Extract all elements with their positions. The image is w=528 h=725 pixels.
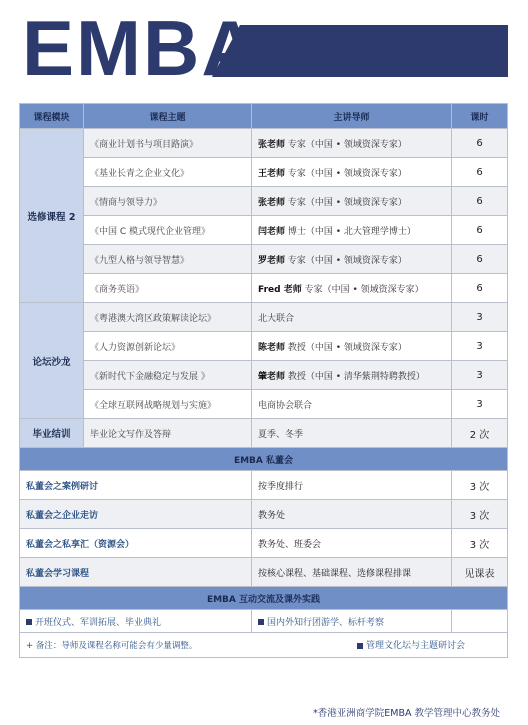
activities-heading: EMBA 互动交流及课外实践	[20, 587, 508, 610]
club-item-name: 私董会学习课程	[20, 558, 252, 587]
course-hours: 6	[452, 129, 508, 158]
lecturer-title: 北大联合	[258, 313, 295, 324]
square-bullet-icon	[258, 619, 264, 625]
course-topic: 《情商与领导力》	[84, 187, 252, 216]
lecturer-title: 教授（中国 • 领域资深专家）	[287, 342, 407, 353]
course-hours: 6	[452, 158, 508, 187]
club-item-count: 见课表	[452, 558, 508, 587]
lecturer-title: 专家（中国 • 领域资深专家）	[304, 284, 424, 295]
club-item-name: 私董会之私享汇（资源会）	[20, 529, 252, 558]
club-heading: EMBA 私董会	[20, 448, 508, 471]
table-row	[20, 274, 508, 303]
course-hours: 2 次	[452, 419, 508, 448]
note-text: + 备注：导师及课程名称可能会有少量调整。	[20, 633, 508, 658]
group-forum: 论坛沙龙	[20, 303, 84, 419]
lecturer-name: Fred 老师	[258, 284, 302, 295]
table-row	[20, 245, 508, 274]
lecturer-cell	[252, 187, 452, 216]
table-row	[20, 361, 508, 390]
activities-row	[20, 610, 508, 633]
lecturer-name: 陈老师	[258, 342, 286, 353]
activity-item	[452, 610, 508, 633]
lecturer-cell	[252, 129, 452, 158]
table-row	[20, 558, 508, 587]
table-row	[20, 158, 508, 187]
course-hours: 6	[452, 245, 508, 274]
course-topic: 《商业计划书与项目路演》	[84, 129, 252, 158]
course-hours: 6	[452, 187, 508, 216]
table-row	[20, 332, 508, 361]
header-lecturer: 主讲导师	[252, 104, 452, 129]
course-topic: 毕业论文写作及答辩	[84, 419, 252, 448]
footer-credit: *香港亚洲商学院EMBA 教学管理中心教务处	[313, 708, 500, 719]
lecturer-title: 专家（中国 • 领域资深专家）	[287, 197, 407, 208]
course-topic: 《中国 C 模式现代企业管理》	[84, 216, 252, 245]
club-item-count: 3 次	[452, 529, 508, 558]
header-hours: 课时	[452, 104, 508, 129]
table-row	[20, 129, 508, 158]
club-item-detail: 按季度排行	[252, 471, 452, 500]
lecturer-cell	[252, 158, 452, 187]
club-item-detail: 教务处	[252, 500, 452, 529]
course-topic: 《人力资源创新论坛》	[84, 332, 252, 361]
table-row	[20, 187, 508, 216]
club-item-count: 3 次	[452, 471, 508, 500]
table-row	[20, 529, 508, 558]
lecturer-name: 闫老师	[258, 226, 286, 237]
club-item-name: 私董会之企业走访	[20, 500, 252, 529]
lecturer-cell: 夏季、冬季	[252, 419, 452, 448]
section-heading-row	[20, 448, 508, 471]
lecturer-cell	[252, 216, 452, 245]
course-topic: 《新时代下金融稳定与发展 》	[84, 361, 252, 390]
lecturer-title: 专家（中国 • 领域资深专家）	[287, 139, 407, 150]
course-topic: 《九型人格与领导智慧》	[84, 245, 252, 274]
group-elective: 选修课程 2	[20, 129, 84, 303]
club-item-detail: 教务处、班委会	[252, 529, 452, 558]
club-item-name: 私董会之案例研讨	[20, 471, 252, 500]
course-topic: 《基业长青之企业文化》	[84, 158, 252, 187]
lecturer-title: 电商协会联合	[258, 400, 313, 411]
table-row	[20, 216, 508, 245]
lecturer-name: 王老师	[258, 168, 286, 179]
lecturer-cell	[252, 274, 452, 303]
lecturer-name: 罗老师	[258, 255, 286, 266]
course-topic: 《粤港澳大湾区政策解读论坛》	[84, 303, 252, 332]
course-hours: 3	[452, 332, 508, 361]
emba-banner	[0, 0, 528, 95]
lecturer-title: 博士（中国 • 北大管理学博士）	[287, 226, 416, 237]
lecturer-name: 张老师	[258, 139, 286, 150]
square-bullet-icon	[357, 643, 363, 649]
club-item-count: 3 次	[452, 500, 508, 529]
lecturer-title: 专家（中国 • 领域资深专家）	[287, 255, 407, 266]
lecturer-cell	[252, 390, 452, 419]
course-hours: 3	[452, 390, 508, 419]
header-topic: 课程主题	[84, 104, 252, 129]
table-row	[20, 390, 508, 419]
lecturer-cell	[252, 245, 452, 274]
table-row	[20, 500, 508, 529]
square-bullet-icon	[26, 619, 32, 625]
banner-title: EMBA	[22, 4, 260, 92]
lecturer-cell	[252, 332, 452, 361]
activity-item: 国内外知行团游学、标杆考察	[252, 610, 452, 633]
lecturer-title: 专家（中国 • 领域资深专家）	[287, 168, 407, 179]
lecturer-title: 教授（中国 • 清华紫荆特聘教授）	[287, 371, 425, 382]
course-hours: 6	[452, 274, 508, 303]
table-row	[20, 471, 508, 500]
activity-item: 开班仪式、军训拓展、毕业典礼	[20, 610, 252, 633]
course-hours: 3	[452, 303, 508, 332]
lecturer-cell	[252, 303, 452, 332]
lecturer-name: 张老师	[258, 197, 286, 208]
table-row	[20, 419, 508, 448]
activity-item-third: 管理文化坛与主题研讨会	[357, 638, 505, 651]
club-item-detail: 按核心课程、基础课程、选修课程排课	[252, 558, 452, 587]
table-row	[20, 303, 508, 332]
header-module: 课程模块	[20, 104, 84, 129]
course-topic: 《商务英语》	[84, 274, 252, 303]
course-topic: 《全球互联网战略规划与实施》	[84, 390, 252, 419]
lecturer-cell	[252, 361, 452, 390]
lecturer-name: 肇老师	[258, 371, 286, 382]
curriculum-table	[19, 103, 508, 658]
section-heading-row	[20, 587, 508, 610]
course-hours: 3	[452, 361, 508, 390]
table-header-row	[20, 104, 508, 129]
course-hours: 6	[452, 216, 508, 245]
group-graduation: 毕业结训	[20, 419, 84, 448]
